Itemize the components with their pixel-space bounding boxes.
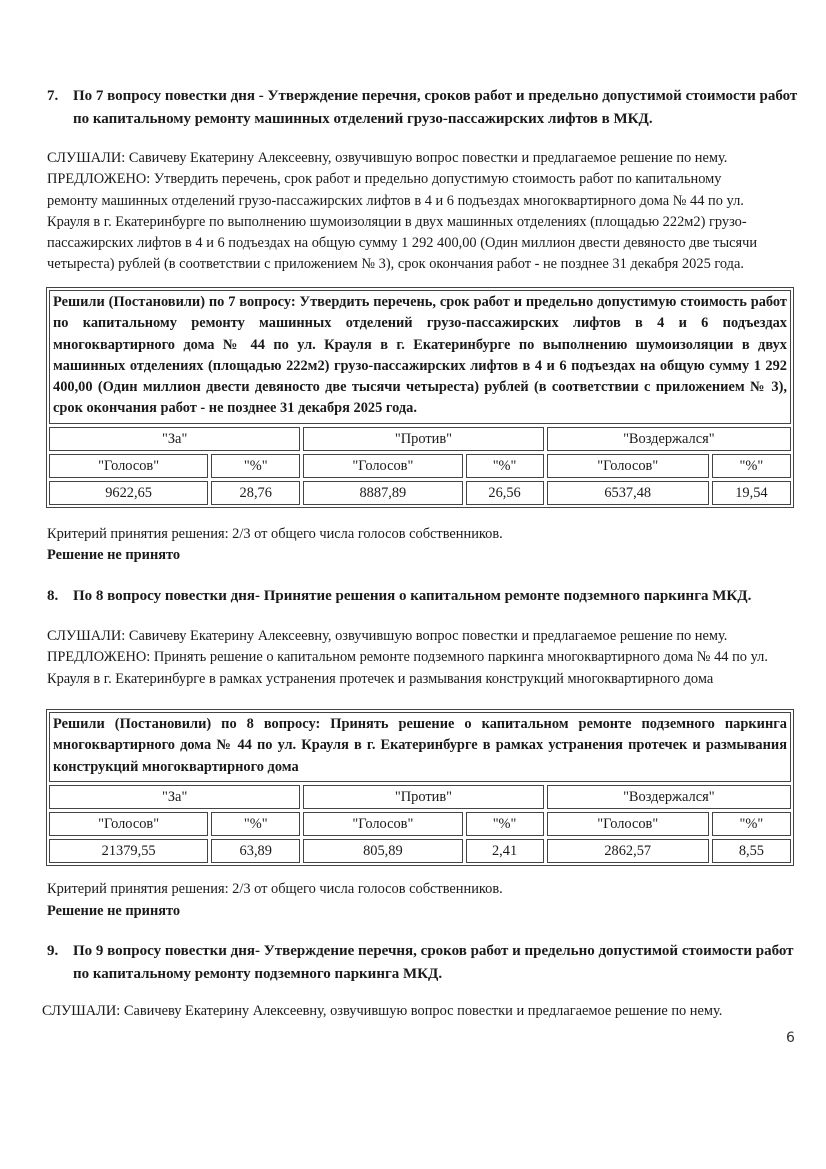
votes-for-percent: 28,76 [211,481,300,505]
question-number: 7. [47,88,59,104]
decision-text: Решили (Постановили) по 8 вопросу: Принять решение о капитальном ремонте подземного паркинга многоквартирного дома № 44 по ул. Крауля в г. Екатеринбурге в рамках устранения протечек и размывания конструкций многоквартирного дома [49,712,791,782]
heading-line-2: по капитальному ремонту подземного паркинга МКД. [73,966,443,982]
proposed-line: четыреста) рублей (в соответствии с приложением № 3), срок окончания работ - не позднее 31 декабря 2025 года. [47,256,744,273]
heading-line-1: По 7 вопросу повестки дня - Утверждение перечня, сроков работ и предельно допустимой стоимости работ [73,88,798,104]
vote-header-abstain: "Воздержался" [547,785,791,809]
vote-values-row [49,481,791,505]
question-7-criteria: Критерий принятия решения: 2/3 от общего числа голосов собственников. [47,526,503,542]
heading-line-2: по капитальному ремонту машинных отделений грузо-пассажирских лифтов в МКД. [73,111,653,127]
subheader-votes: "Голосов" [547,812,709,836]
heading-line-1: По 8 вопросу повестки дня- Принятие решения о капитальном ремонте подземного паркинга МКД. [73,588,752,604]
vote-subheader-row [49,454,791,478]
question-number: 9. [47,943,59,959]
question-8-criteria: Критерий принятия решения: 2/3 от общего числа голосов собственников. [47,881,503,897]
votes-for-count: 21379,55 [49,839,208,863]
subheader-votes: "Голосов" [303,812,462,836]
votes-against-count: 8887,89 [303,481,462,505]
proposed-line: ПРЕДЛОЖЕНО: Утвердить перечень, срок работ и предельно допустимую стоимость работ по капитальному [47,171,722,188]
question-7-result: Решение не принято [47,547,181,563]
question-8-result: Решение не принято [47,903,181,919]
question-8-heading [47,585,807,608]
votes-against-count: 805,89 [303,839,462,863]
question-number: 8. [47,588,59,604]
vote-header-for: "За" [49,427,300,451]
votes-against-percent: 2,41 [466,839,544,863]
question-9-heading [47,940,807,986]
question-7-body [47,148,802,276]
votes-against-percent: 26,56 [466,481,544,505]
vote-subheader-row [49,812,791,836]
subheader-percent: "%" [712,454,791,478]
proposed-line: Крауля в г. Екатеринбурге по выполнению шумоизоляции в двух машинных отделениях (площадью 222м2) грузо- [47,213,747,230]
subheader-votes: "Голосов" [49,812,208,836]
listened-text: СЛУШАЛИ: Савичеву Екатерину Алексеевну, озвучившую вопрос повестки и предлагаемое решение по нему. [47,150,728,166]
subheader-percent: "%" [712,812,791,836]
proposed-line: пассажирских лифтов в 4 и 6 подъездах на общую сумму 1 292 400,00 (Один миллион двести девяносто две тысячи [47,235,758,252]
votes-abstain-percent: 8,55 [712,839,791,863]
subheader-percent: "%" [211,454,300,478]
question-7-decision-table [46,287,794,508]
subheader-votes: "Голосов" [547,454,709,478]
votes-abstain-count: 2862,57 [547,839,709,863]
vote-values-row [49,839,791,863]
question-7-heading [47,85,807,131]
vote-header-row [49,427,791,451]
subheader-percent: "%" [211,812,300,836]
votes-for-count: 9622,65 [49,481,208,505]
listened-text: СЛУШАЛИ: Савичеву Екатерину Алексеевну, озвучившую вопрос повестки и предлагаемое решение по нему. [42,1003,723,1019]
vote-header-for: "За" [49,785,300,809]
votes-for-percent: 63,89 [211,839,300,863]
heading-line-1: По 9 вопросу повестки дня- Утверждение перечня, сроков работ и предельно допустимой стоимости работ [73,943,794,959]
subheader-percent: "%" [466,812,544,836]
vote-header-abstain: "Воздержался" [547,427,791,451]
question-9-body [42,1001,797,1022]
question-8-body [47,626,802,690]
decision-text: Решили (Постановили) по 7 вопросу: Утвердить перечень, срок работ и предельно допустимую стоимость работ по капитальному ремонту машинных отделений грузо-пассажирских лифтов в 4 и 6 подъездах многоквартирного дома № 44 по ул. Крауля в г. Екатеринбурге по выполнению шумоизоляции в двух машинных отделениях (площадью 222м2) грузо-пассажирских лифтов в 4 и 6 подъездах на общую сумму 1 292 400,00 (Один миллион двести девяносто две тысячи четыреста) рублей (в соответствии с приложением № 3), срок окончания работ - не позднее 31 декабря 2025 года. [49,290,791,424]
vote-header-against: "Против" [303,427,543,451]
votes-abstain-percent: 19,54 [712,481,791,505]
votes-abstain-count: 6537,48 [547,481,709,505]
subheader-votes: "Голосов" [303,454,462,478]
proposed-line: ПРЕДЛОЖЕНО: Принять решение о капитальном ремонте подземного паркинга многоквартирного дома № 44 по ул. [47,649,768,666]
subheader-percent: "%" [466,454,544,478]
proposed-line: ремонту машинных отделений грузо-пассажирских лифтов в 4 и 6 подъездах многоквартирного дома № 44 по ул. [47,192,744,209]
vote-header-row [49,785,791,809]
question-8-decision-table [46,709,794,866]
proposed-line: Крауля в г. Екатеринбурге в рамках устранения протечек и размывания конструкций многоквартирного дома [47,670,714,687]
page-number: 6 [786,1030,795,1046]
listened-text: СЛУШАЛИ: Савичеву Екатерину Алексеевну, озвучившую вопрос повестки и предлагаемое решение по нему. [47,628,728,644]
subheader-votes: "Голосов" [49,454,208,478]
vote-header-against: "Против" [303,785,543,809]
